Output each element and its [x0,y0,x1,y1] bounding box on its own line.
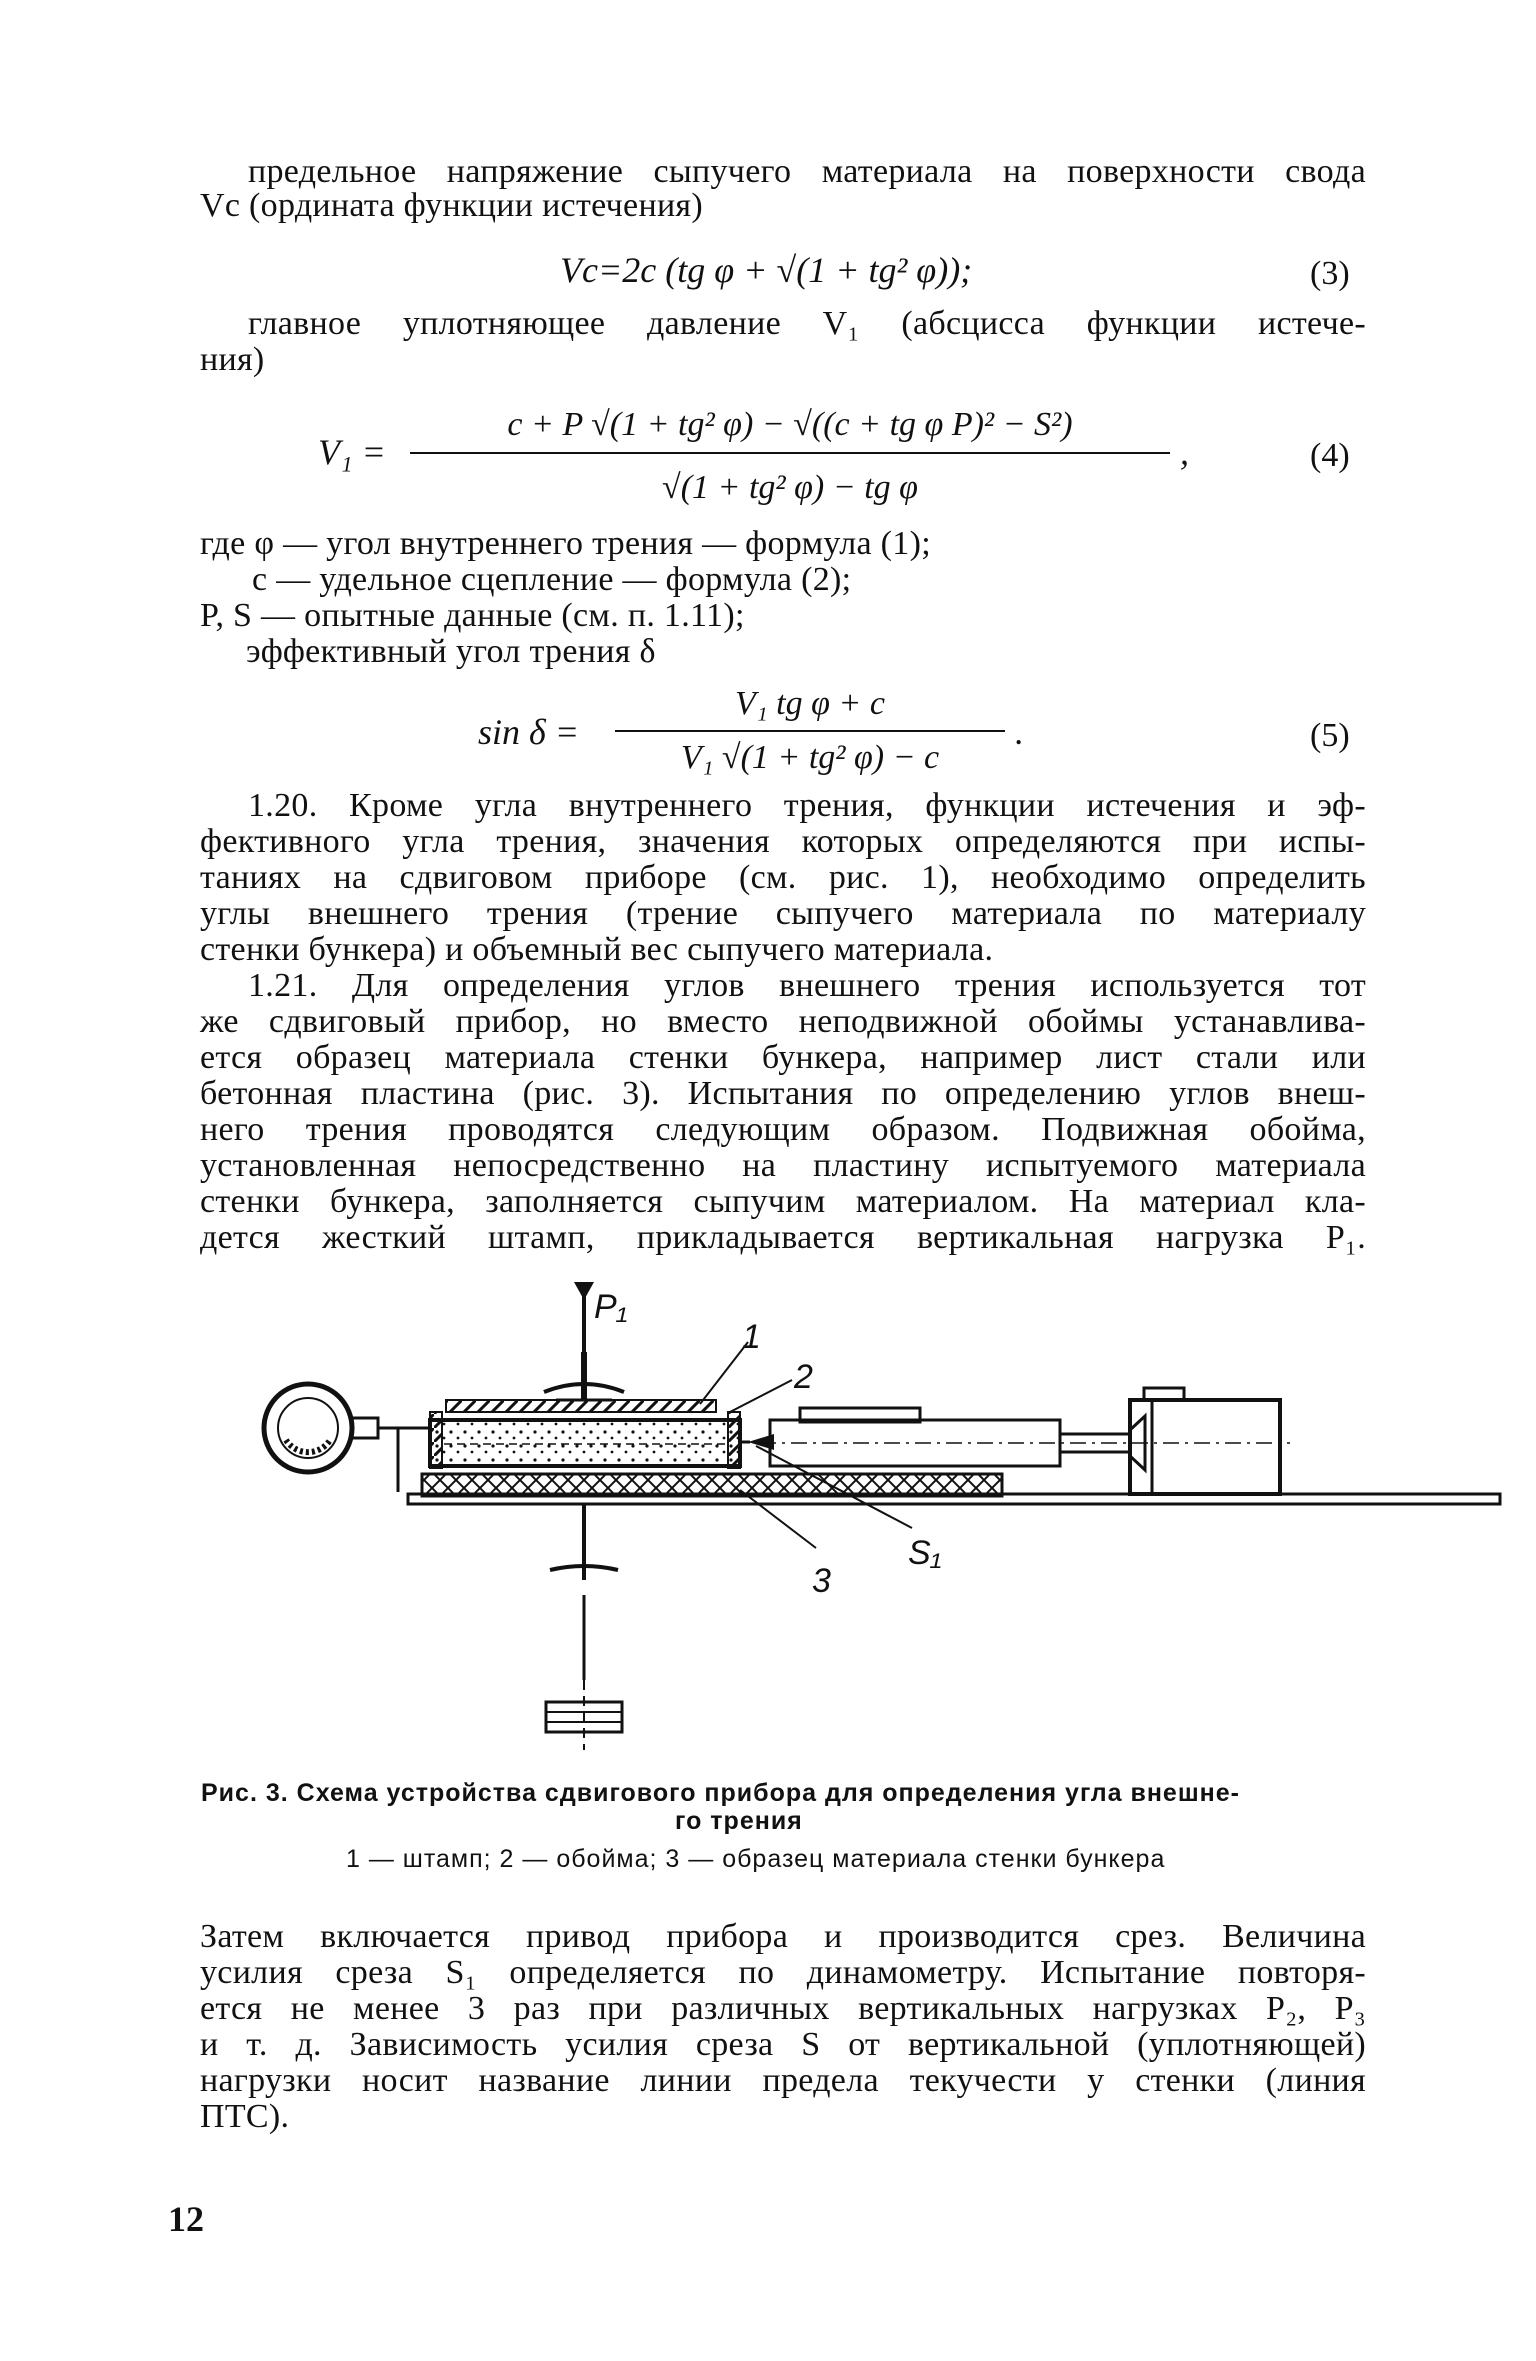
after-line-2: усилия среза S₁ определяется по динамометру. Испытание повторя- [200,1954,1366,1991]
eq4-lhs: V₁ = [318,432,386,472]
eq4-denominator: √(1 + tg² φ) − tg φ [662,469,918,506]
page-number: 12 [168,2199,204,2239]
eq4-number: (4) [1310,437,1350,474]
p121-line-8: дется жесткий штамп, прикладывается вертикальная нагрузка P₁. [200,1219,1366,1256]
after-line-4: и т. д. Зависимость усилия среза S от вертикальной (уплотняющей) [200,2026,1366,2063]
movable-ring [430,1420,740,1466]
figure-caption-line-1: Рис. 3. Схема устройства сдвигового прибора для определения угла внешне- [201,1779,1241,1807]
wall-sample [422,1474,1002,1496]
label-3: 3 [812,1562,831,1600]
dynamometer-dial-icon [264,1384,432,1472]
p121-line-2: же сдвиговый прибор, но вместо неподвижной обоймы устанавлива- [200,1003,1366,1040]
mid-line-2: ния) [200,341,265,378]
p120-line-5: стенки бункера) и объемный вес сыпучего материала. [200,931,994,968]
label-2: 2 [794,1358,813,1396]
after-line-5: нагрузки носит название линии предела текучести у стенки (линия [200,2062,1366,2099]
p120-line-4: углы внешнего трения (трение сыпучего материала по материалу [200,895,1366,932]
mid-line-1: главное уплотняющее давление V₁ (абсцисса функции истече- [248,305,1366,342]
p120-line-2: фективного угла трения, значения которых определяются при испы- [200,823,1366,860]
after-line-1: Затем включается привод прибора и производится срез. Величина [200,1918,1366,1955]
eq5-number: (5) [1310,717,1350,754]
label-s1: S₁ [908,1534,942,1572]
intro-line-2: Vc (ордината функции истечения) [200,187,703,224]
eq5-lhs: sin δ = [478,712,580,752]
p121-line-5: него трения проводятся следующим образом. Подвижная обойма, [200,1111,1366,1148]
p121-line-6: установленная непосредственно на пластину испытуемого материала [200,1147,1366,1184]
figure-legend: 1 — штамп; 2 — обойма; 3 — образец материала стенки бункера [346,1845,1166,1873]
after-line-6: ПТС). [200,2098,290,2135]
where-line-3: P, S — опытные данные (см. п. 1.11); [200,597,745,634]
where-line-4: эффективный угол трения δ [246,633,656,670]
after-line-3: ется не менее 3 раз при различных вертикальных нагрузках P₂, P₃ [200,1990,1366,2027]
p121-line-7: стенки бункера, заполняется сыпучим материалом. На материал кла- [200,1183,1366,1220]
p121-line-4: бетонная пластина (рис. 3). Испытания по определению углов внеш- [200,1075,1366,1112]
eq3-lhs: Vc=2c [560,250,657,290]
where-line-2: c — удельное сцепление — формула (2); [252,561,852,598]
eq4-comma: , [1180,432,1189,472]
die [446,1400,716,1412]
eq3-number: (3) [1310,255,1350,292]
eq5-numerator: V₁ tg φ + c [735,685,885,722]
p121-line-1: 1.21. Для определения углов внешнего трения используется тот [248,967,1366,1004]
eq4-numerator: c + P √(1 + tg² φ) − √((c + tg φ P)² − S²) [507,406,1073,443]
where-line-1: где φ — угол внутреннего трения — формула (1); [200,525,931,562]
eq3-rhs: (tg φ + √(1 + tg² φ)); [665,250,973,290]
label-p1: P₁ [594,1288,628,1326]
label-1: 1 [742,1318,761,1356]
p120-line-1: 1.20. Кроме угла внутреннего трения, функции истечения и эф- [248,787,1366,824]
figure-caption-line-2: го трения [675,1807,803,1835]
eq5-dot: . [1015,712,1024,752]
p120-line-3: таниях на сдвиговом приборе (см. рис. 1), необходимо определить [200,859,1366,896]
eq5-denominator: V₁ √(1 + tg² φ) − c [680,739,940,776]
p121-line-3: ется образец материала стенки бункера, например лист стали или [200,1039,1366,1076]
intro-line-1: предельное напряжение сыпучего материала на поверхности свода [248,153,1366,190]
